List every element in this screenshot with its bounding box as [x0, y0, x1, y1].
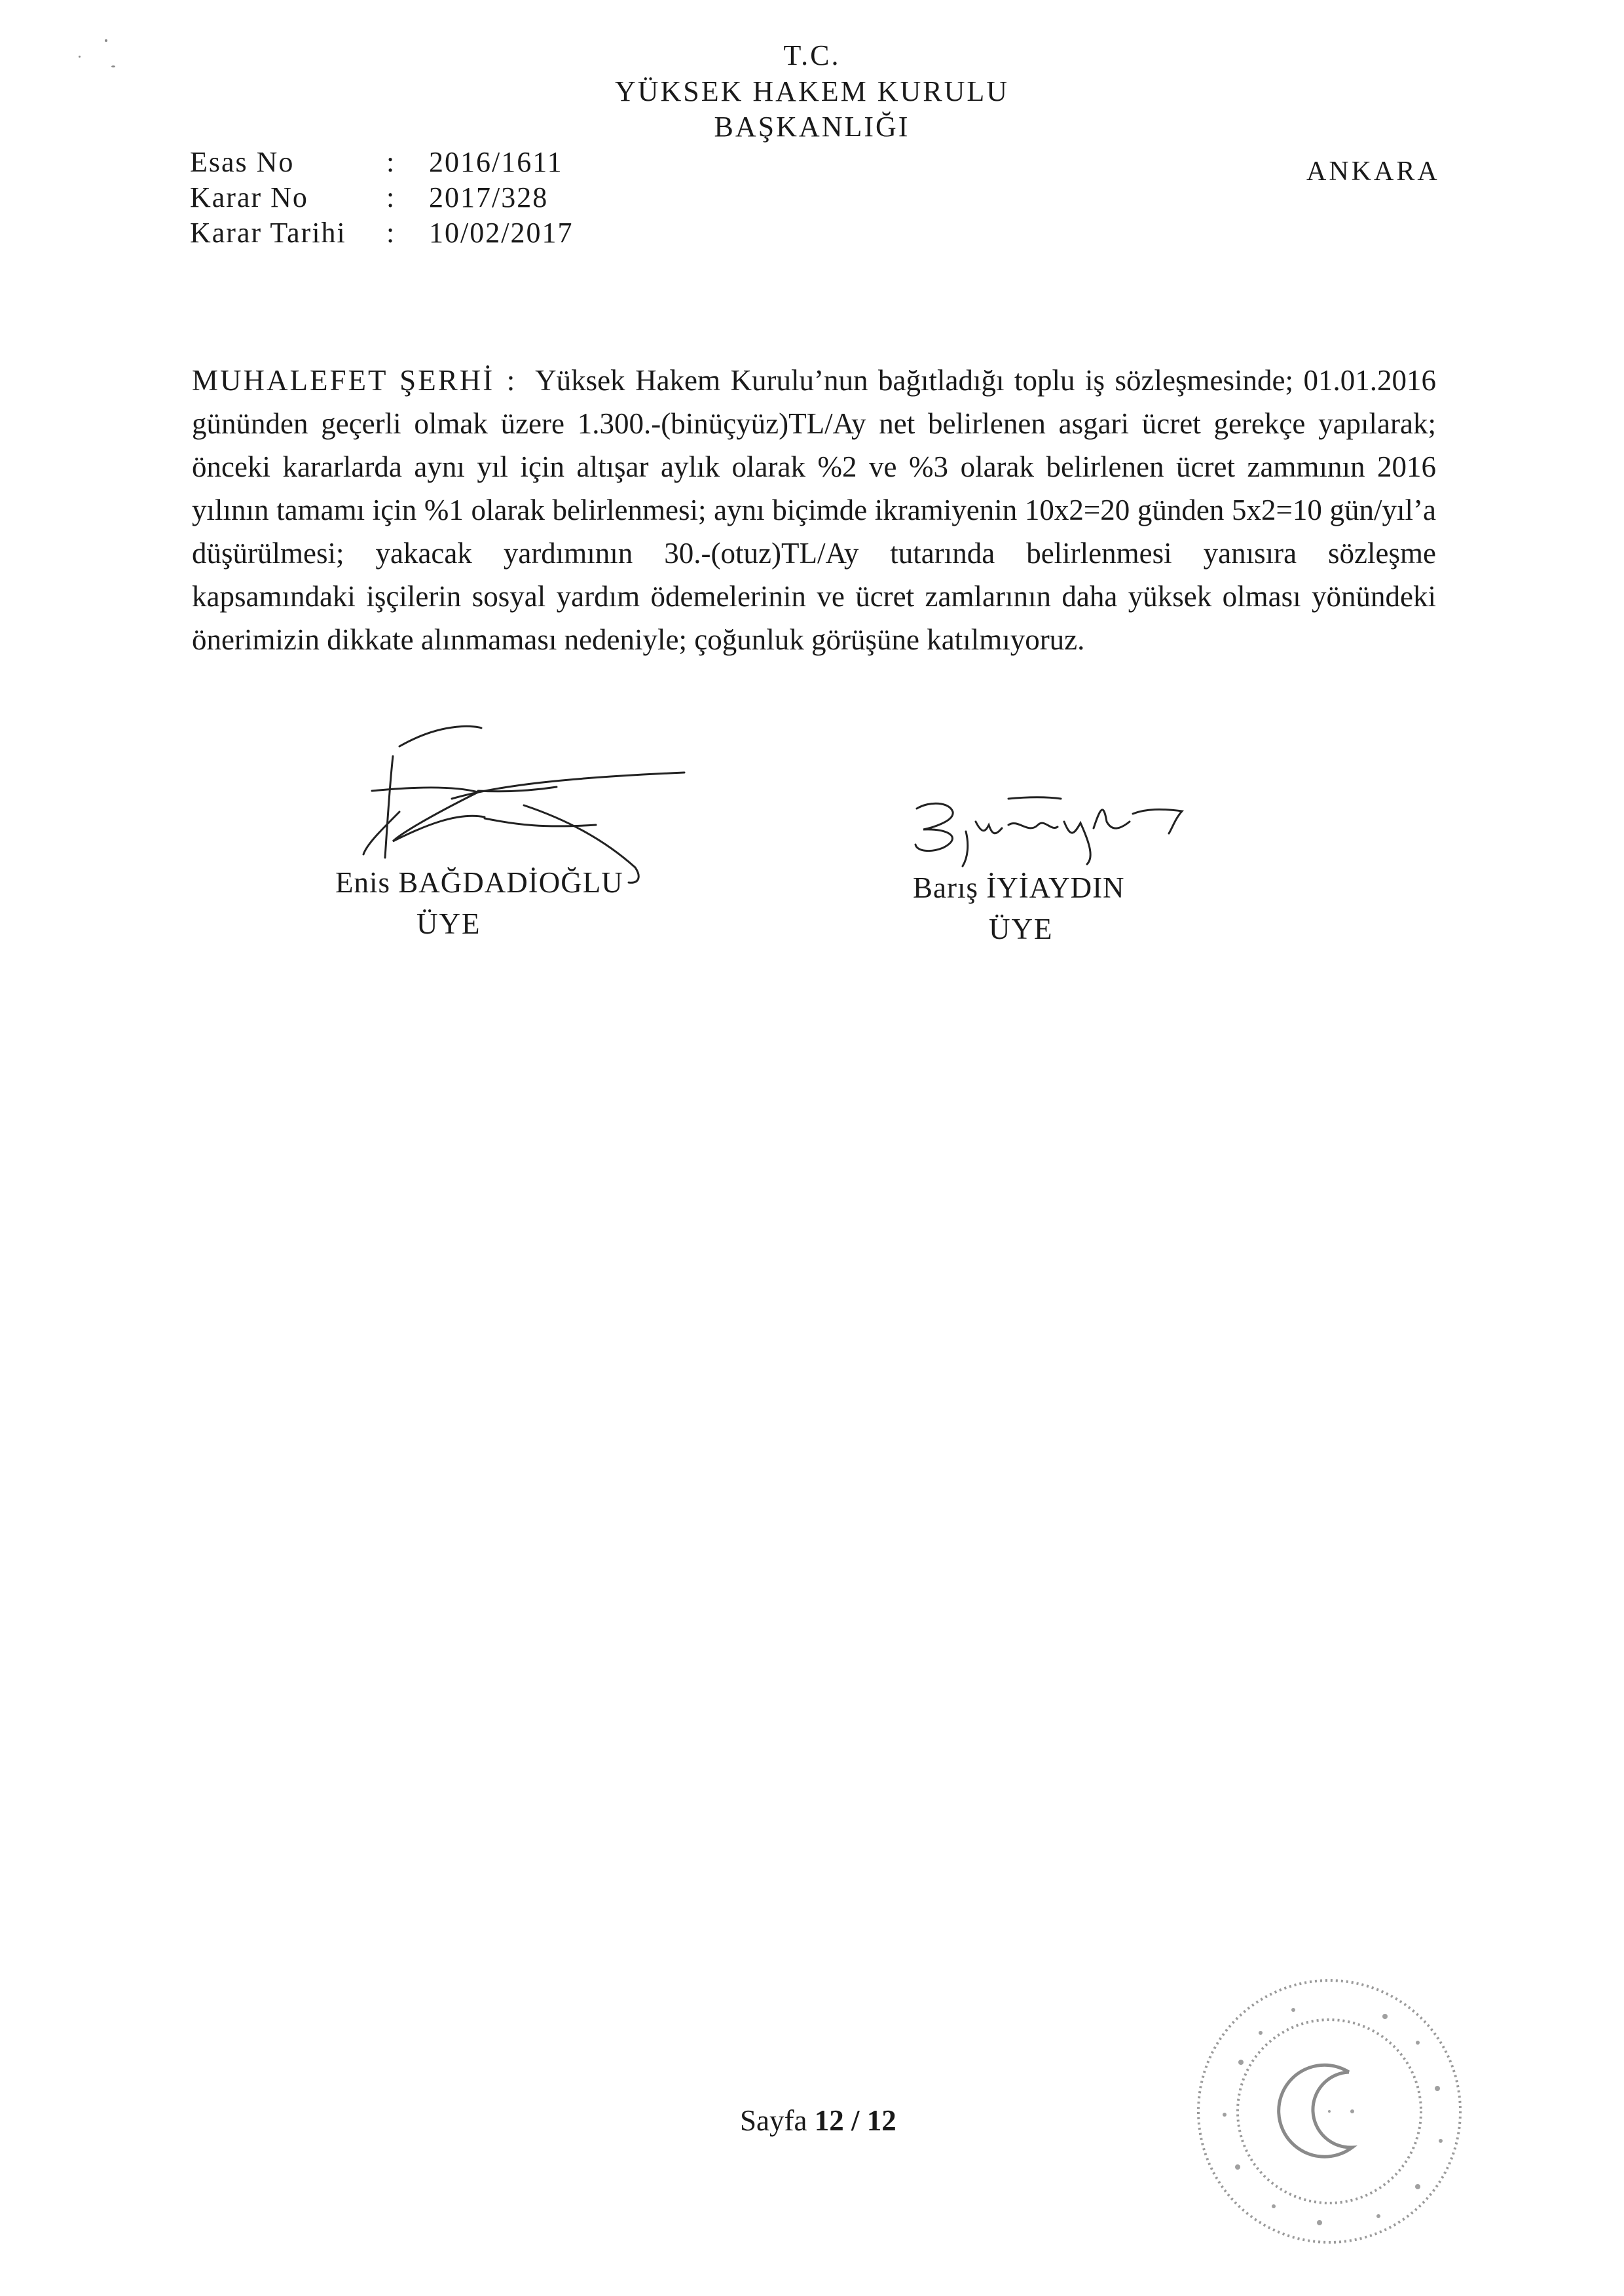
- karar-tarihi-value: 10/02/2017: [429, 217, 574, 249]
- signatory-2-title: ÜYE: [989, 913, 1054, 945]
- signatory-1-name: Enis BAĞDADİOĞLU: [335, 866, 623, 899]
- page-total: 12: [866, 2104, 896, 2137]
- karar-no-label: Karar No: [190, 181, 308, 213]
- header-office: BAŞKANLIĞI: [714, 111, 910, 143]
- esas-no-value: 2016/1611: [429, 146, 563, 178]
- karar-tarihi-label: Karar Tarihi: [190, 217, 346, 249]
- page-current: 12: [814, 2104, 844, 2137]
- header-country: T.C.: [783, 39, 841, 71]
- esas-no-colon: :: [386, 146, 395, 178]
- dissent-heading: MUHALEFET ŞERHİ :: [192, 364, 517, 397]
- official-stamp: [1189, 1971, 1470, 2252]
- signature-baris: [904, 782, 1192, 874]
- page-separator: /: [851, 2104, 860, 2137]
- page-prefix: Sayfa: [740, 2104, 807, 2137]
- karar-no-value: 2017/328: [429, 181, 549, 213]
- dissent-text: Yüksek Hakem Kurulu’nun bağıtladığı toplu iş sözleşmesinde; 01.01.2016 gününden geçerli olmak üzere 1.300.-(binüçyüz)TL/Ay net belirlenen asgari ücret gerekçe yapılarak; önceki kararlarda aynı yıl için altışar aylık olarak %2 ve %3 olarak belirlenen ücret zammının 2016 yılının tamamı için %1 olarak belirlenmesi; aynı biçimde ikramiyenin 10x2=20 günden 5x2=10 gün/yıl’a düşürülmesi; yakacak yardımının 30.-(otuz)TL/Ay tutarında belirlenmesi yanısıra sözleşme kapsamındaki işçilerin sosyal yardım ödemelerinin ve ücret zamlarının daha yüksek olması yönündeki önerimizin dikkate alınmaması nedeniyle; çoğunluk görüşüne katılmıyoruz.: [192, 364, 1436, 656]
- dissent-paragraph: [192, 359, 1436, 661]
- signatory-2-name: Barış İYİAYDIN: [913, 871, 1125, 904]
- header-institution: YÜKSEK HAKEM KURULU: [614, 75, 1010, 107]
- karar-tarihi-colon: :: [386, 217, 395, 249]
- city-label: ANKARA: [1306, 156, 1440, 187]
- karar-no-colon: :: [386, 181, 395, 213]
- page-number: [740, 2104, 896, 2138]
- signatory-1-title: ÜYE: [416, 907, 481, 940]
- esas-no-label: Esas No: [190, 146, 295, 178]
